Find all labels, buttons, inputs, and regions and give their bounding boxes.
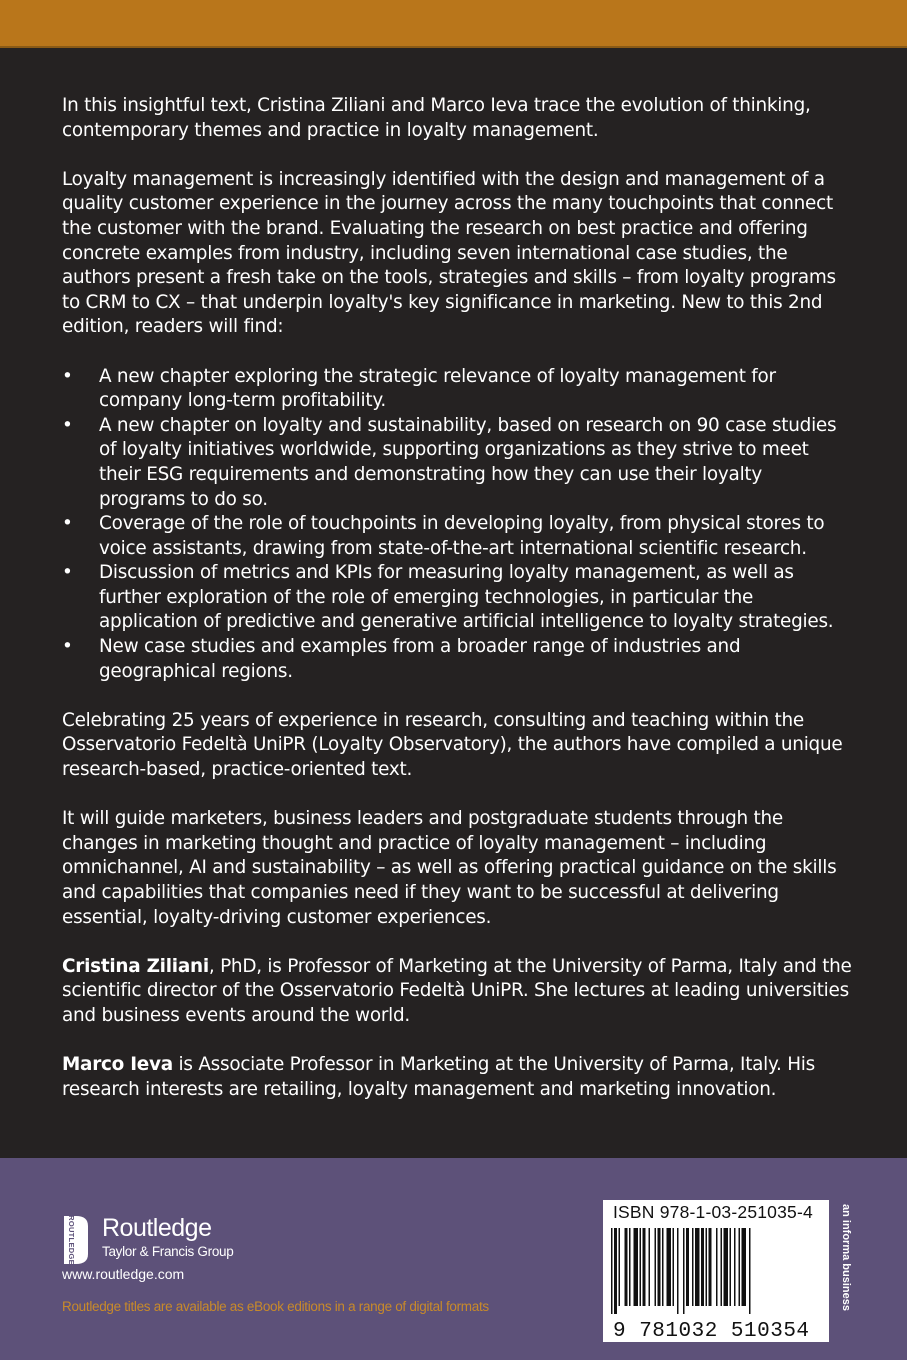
back-cover-text [62, 94, 852, 1127]
list-item [62, 365, 852, 414]
barcode-bar [673, 1228, 675, 1306]
barcode-bar [640, 1228, 642, 1306]
barcode-bar [695, 1228, 700, 1306]
author-bio-ieva [62, 1053, 852, 1102]
new-features-list [62, 365, 852, 685]
publisher-group: Taylor & Francis Group [102, 1244, 234, 1259]
barcode-bar [701, 1228, 704, 1306]
barcode-bar [739, 1228, 741, 1306]
barcode-bar [721, 1228, 723, 1306]
list-item [62, 512, 852, 561]
author-bio-ziliani [62, 955, 852, 1029]
isbn-barcode [603, 1200, 829, 1342]
barcode-bar [716, 1228, 718, 1306]
barcode-bar [634, 1228, 639, 1306]
guide-paragraph: It will guide marketers, business leaders and postgraduate students through the changes in marketing thought and practice of loyalty management – including omnichannel, AI and sustainability – as well as offering practical guidance on the skills and capabilities that companies need if they want to be successful at delivering essential, loyalty-driving customer experiences. [62, 808, 837, 928]
top-color-band [0, 0, 907, 46]
list-item-text: A new chapter exploring the strategic relevance of loyalty management for company long-term profitability. [99, 365, 776, 412]
barcode-bar [749, 1228, 751, 1314]
list-item [62, 635, 852, 684]
bullet-icon: • [62, 636, 73, 658]
barcode-bar [667, 1228, 672, 1306]
barcode-bar [625, 1228, 628, 1306]
barcode-bar [709, 1228, 712, 1306]
barcode-bar [677, 1228, 679, 1314]
barcode-bar [683, 1228, 685, 1314]
barcode-bar [734, 1228, 736, 1306]
barcode-bar [662, 1228, 664, 1306]
ebook-note: Routledge titles are available as eBook editions in a range of digital formats [62, 1299, 489, 1314]
barcode-bar [629, 1228, 631, 1306]
barcode-graphic [603, 1226, 829, 1342]
publisher-name: Routledge [102, 1214, 212, 1242]
barcode-bar [686, 1228, 689, 1306]
barcode-bar [658, 1228, 661, 1306]
author-bio-text: is Associate Professor in Marketing at the University of Parma, Italy. His research interests are retailing, loyalty management and marketing innovation. [62, 1054, 815, 1100]
author-name: Marco Ieva [62, 1054, 173, 1076]
informa-tagline [838, 1200, 856, 1342]
list-item-text: Discussion of metrics and KPIs for measuring loyalty management, as well as further exploration of the role of emerging technologies, in particular the application of predictive and generative artificial intelligence to loyalty strategies. [99, 562, 834, 633]
barcode-bar [692, 1228, 694, 1306]
barcode-bar [619, 1228, 621, 1306]
list-item-text: New case studies and examples from a broader range of industries and geographical regions. [99, 636, 741, 682]
overview-paragraph: Loyalty management is increasingly identified with the design and management of a quality customer experience in the journey across the many touchpoints that connect the customer with the brand. Evaluating the research on best practice and offering concrete examples from industry, including seven international case studies, the authors present a fresh take on the tools, strategies and skills – from loyalty programs to CRM to CX – that underpin loyalty's key significance in marketing. New to this 2nd edition, readers will find: [62, 168, 836, 338]
publisher-website: www.routledge.com [62, 1266, 185, 1282]
routledge-logo [62, 1214, 302, 1266]
publisher-footer [0, 1158, 907, 1360]
logo-mark-text: ROUTLEDGE [67, 1215, 77, 1265]
barcode-bar [742, 1228, 747, 1306]
informa-text: an informa business [840, 1204, 852, 1311]
intro-paragraph: In this insightful text, Cristina Ziliani and Marco Ieva trace the evolution of thinking, contemporary themes and practice in loyalty management. [62, 95, 811, 141]
bullet-icon: • [62, 365, 73, 387]
routledge-logo-icon [62, 1214, 90, 1266]
list-item-text: Coverage of the role of touchpoints in developing loyalty, from physical stores to voice assistants, drawing from state-of-the-art international scientific research. [99, 513, 825, 559]
isbn-label: ISBN 978-1-03-251035-4 [613, 1202, 813, 1222]
barcode-bar [643, 1228, 646, 1306]
barcode-bar [730, 1228, 732, 1306]
barcode-bar [649, 1228, 651, 1306]
barcode-bar [706, 1228, 708, 1306]
barcode-bar [655, 1228, 657, 1306]
top-band-border [0, 46, 907, 48]
author-bio-text: , PhD, is Professor of Marketing at the University of Parma, Italy and the scientific director of the Osservatorio Fedeltà UniPR. She lectures at leading universities and business events around the world. [62, 955, 852, 1026]
barcode-bar [724, 1228, 729, 1306]
list-item-text: A new chapter on loyalty and sustainability, based on research on 90 case studies of loyalty initiatives worldwide, supporting organizations as they strive to meet their ESG requirements and demonstrating how they can use their loyalty programs to do so. [99, 414, 837, 510]
isbn-digits: 9 781032 510354 [613, 1320, 810, 1342]
bullet-icon: • [62, 414, 73, 436]
list-item [62, 414, 852, 512]
bullet-icon: • [62, 513, 73, 535]
list-item [62, 561, 852, 635]
bullet-icon: • [62, 562, 73, 584]
celebrating-paragraph: Celebrating 25 years of experience in research, consulting and teaching within the Osservatorio Fedeltà UniPR (Loyalty Observatory), the authors have compiled a unique research-based, practice-oriented text. [62, 709, 843, 781]
barcode-bar [614, 1228, 617, 1314]
barcode-bar [611, 1228, 613, 1314]
author-name: Cristina Ziliani [62, 955, 209, 977]
